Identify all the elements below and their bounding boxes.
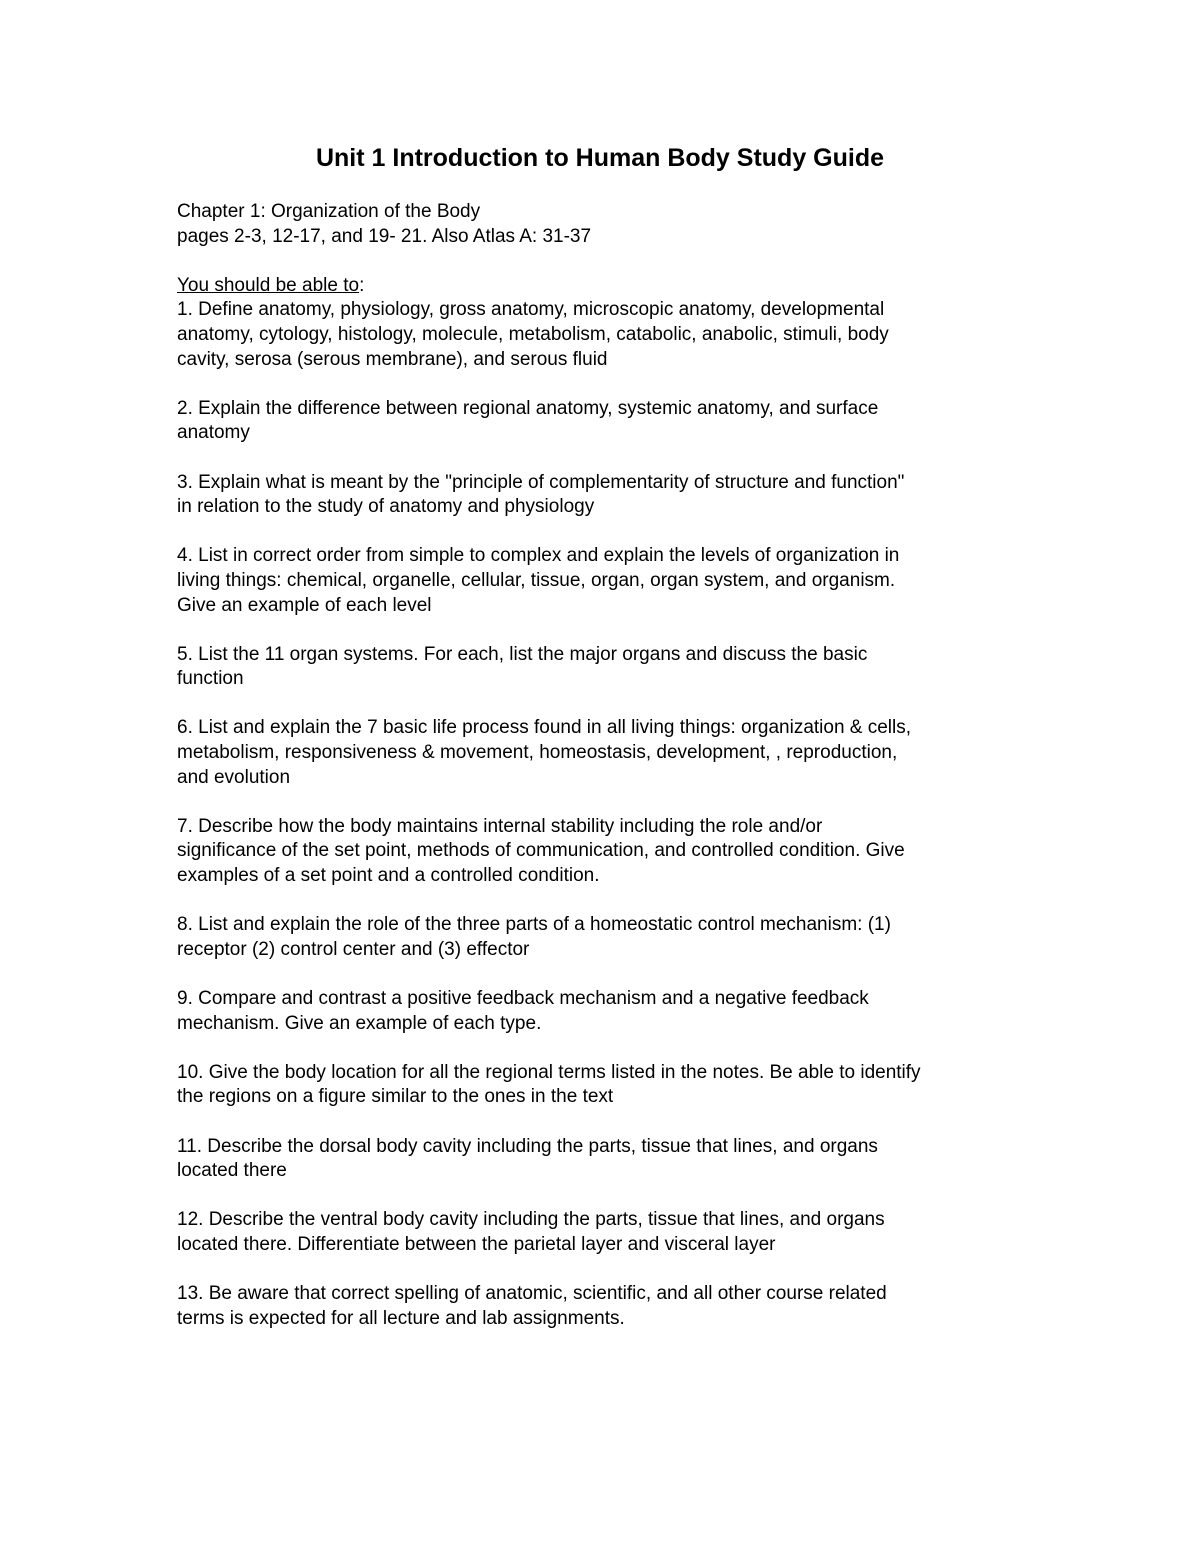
objective-line: function xyxy=(177,668,244,690)
objective-item xyxy=(177,397,1037,446)
page-references: pages 2-3, 12-17, and 19- 21. Also Atlas A: 31-37 xyxy=(177,225,592,247)
objective-line: anatomy xyxy=(177,422,250,444)
objective-line: 5. List the 11 organ systems. For each, list the major organs and discuss the basic xyxy=(177,643,868,665)
chapter-heading: Chapter 1: Organization of the Body xyxy=(177,201,481,222)
objective-item xyxy=(177,298,1037,372)
document-body xyxy=(177,200,1037,1356)
objective-line: metabolism, responsiveness & movement, homeostasis, development, , reproduction, xyxy=(177,742,898,764)
objective-item xyxy=(177,815,1037,889)
objective-item xyxy=(177,471,1037,520)
objective-item xyxy=(177,544,1037,618)
objective-line: mechanism. Give an example of each type. xyxy=(177,1012,542,1034)
objectives-intro-underlined: You should be able to xyxy=(177,274,360,296)
objective-line: 4. List in correct order from simple to complex and explain the levels of organization in xyxy=(177,545,900,567)
objectives-list xyxy=(177,298,1037,1331)
objectives-intro xyxy=(177,274,1037,299)
objective-item xyxy=(177,1135,1037,1184)
objective-line: examples of a set point and a controlled condition. xyxy=(177,865,600,887)
objective-line: in relation to the study of anatomy and physiology xyxy=(177,496,595,518)
objective-line: cavity, serosa (serous membrane), and serous fluid xyxy=(177,348,608,370)
page-title: Unit 1 Introduction to Human Body Study Guide xyxy=(315,144,885,172)
objective-line: significance of the set point, methods of communication, and controlled condition. Give xyxy=(177,840,905,862)
objective-line: anatomy, cytology, histology, molecule, metabolism, catabolic, anabolic, stimuli, body xyxy=(177,323,889,345)
objectives-intro-colon: : xyxy=(359,274,365,296)
objective-item xyxy=(177,716,1037,790)
objective-item xyxy=(177,987,1037,1036)
objective-line: 8. List and explain the role of the three parts of a homeostatic control mechanism: (1) xyxy=(177,914,891,936)
objective-line: terms is expected for all lecture and lab assignments. xyxy=(177,1307,625,1329)
objective-item xyxy=(177,913,1037,962)
objective-line: located there. Differentiate between the parietal layer and visceral layer xyxy=(177,1233,776,1255)
objective-line: 13. Be aware that correct spelling of anatomic, scientific, and all other course related xyxy=(177,1283,887,1305)
objective-line: living things: chemical, organelle, cellular, tissue, organ, organ system, and organism. xyxy=(177,569,896,591)
objective-line: 11. Describe the dorsal body cavity including the parts, tissue that lines, and organs xyxy=(177,1135,878,1157)
objective-line: 10. Give the body location for all the regional terms listed in the notes. Be able to identify xyxy=(177,1061,921,1083)
objective-line: located there xyxy=(177,1160,287,1182)
objective-item xyxy=(177,1282,1037,1331)
objective-line: 12. Describe the ventral body cavity including the parts, tissue that lines, and organs xyxy=(177,1209,885,1231)
objective-line: 9. Compare and contrast a positive feedback mechanism and a negative feedback xyxy=(177,988,869,1009)
objective-line: Give an example of each level xyxy=(177,594,432,616)
objective-line: 2. Explain the difference between regional anatomy, systemic anatomy, and surface xyxy=(177,397,879,419)
objective-line: receptor (2) control center and (3) effector xyxy=(177,938,530,960)
objective-item xyxy=(177,1061,1037,1110)
objective-line: 6. List and explain the 7 basic life process found in all living things: organization & cells, xyxy=(177,717,912,739)
objective-line: the regions on a figure similar to the ones in the text xyxy=(177,1086,614,1108)
objective-line: and evolution xyxy=(177,766,291,788)
objective-line: 3. Explain what is meant by the "principle of complementarity of structure and function" xyxy=(177,471,905,493)
spacer xyxy=(177,249,1037,274)
objective-item xyxy=(177,1208,1037,1257)
objective-line: 1. Define anatomy, physiology, gross anatomy, microscopic anatomy, developmental xyxy=(177,299,885,321)
objective-item xyxy=(177,643,1037,692)
objective-line: 7. Describe how the body maintains internal stability including the role and/or xyxy=(177,815,823,837)
